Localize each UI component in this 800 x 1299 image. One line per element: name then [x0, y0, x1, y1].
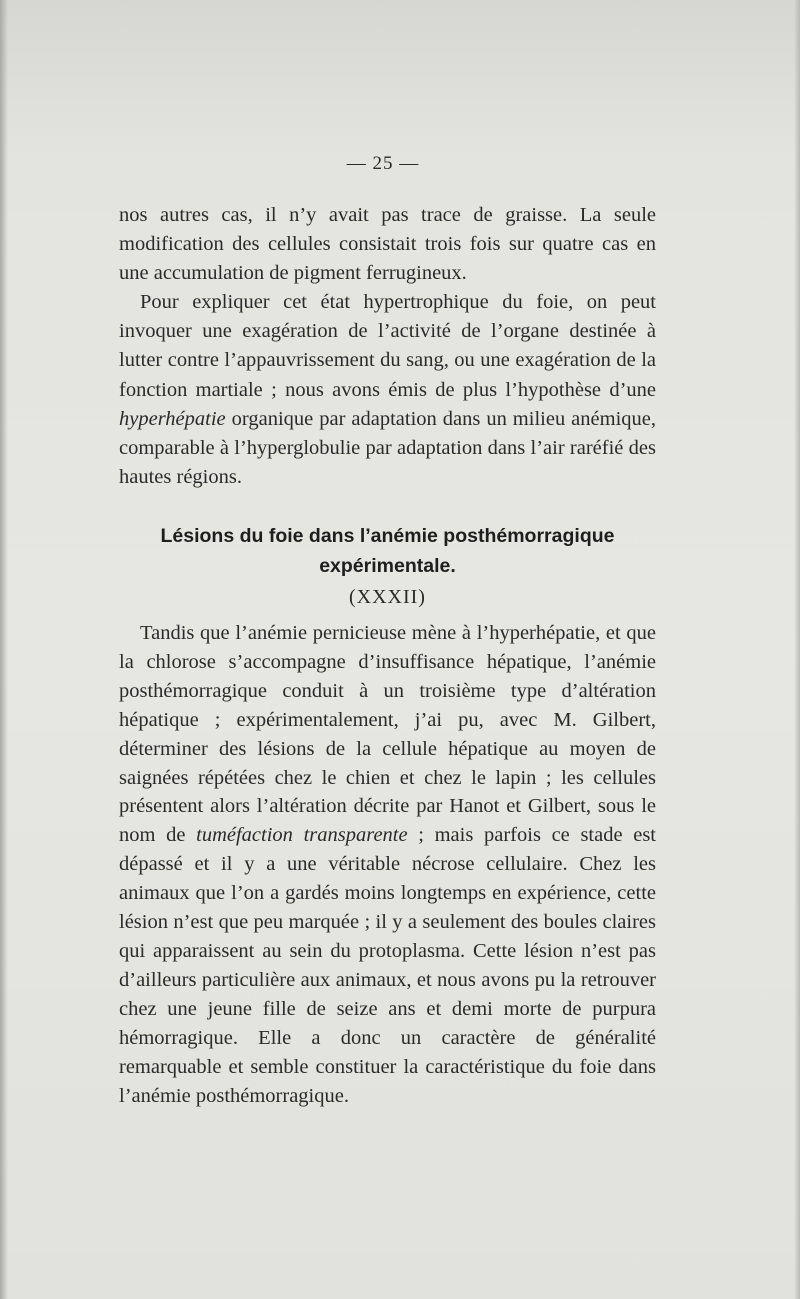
- paragraph-text: ; mais parfois ce stade est dépassé et il y a une véritable nécrose cellulaire. Chez les animaux que l’on a gardés moins longtemps en expérience, cette lésion n’est que peu marquée ; il y a seulement des boules claires qui apparaissent au sein du protoplasma. Cette lésion n’est pas d’ailleurs particulière aux animaux, et nous avons pu la retrouver chez une jeune fille de seize ans et demi morte de purpura hémorragique. Elle a donc un caractère de généralité remarquable et semble constituer la caractéristique du foie dans l’anémie posthémorragique.: [119, 824, 657, 1107]
- paragraph-text: organique par adaptation dans un milieu anémique, comparable à l’hyperglobulie par adaptation dans l’air raréfié des hautes régions.: [119, 407, 656, 488]
- section-heading: [119, 521, 656, 581]
- paragraph-text: Pour expliquer cet état hypertrophique du foie, on peut invoquer une exagération de l’activité de l’organe destinée à lutter contre l’appauvrissement du sang, ou une exagération de la fonction martiale ; nous avons émis de plus l’hypothèse d’une: [119, 291, 656, 401]
- paragraph-hyperhepatie: [119, 288, 656, 492]
- italic-term: tuméfaction transparente: [196, 824, 408, 847]
- section-heading-line: expérimentale.: [319, 555, 456, 577]
- page-right-edge-shadow: [794, 0, 800, 1299]
- italic-term: hyperhépatie: [119, 407, 226, 430]
- lower-text-block: [119, 619, 656, 1110]
- section-reference: (XXXII): [349, 586, 426, 608]
- section-heading-line: Lésions du foie dans l’anémie posthémorragique: [160, 525, 615, 547]
- paragraph-posthemorragique: [119, 619, 656, 1110]
- paragraph-continued: nos autres cas, il n’y avait pas trace de graisse. La seule modification des cellules consistait trois fois sur quatre cas en une accumulation de pigment ferrugineux.: [119, 204, 656, 285]
- page-number: — 25 —: [346, 153, 420, 174]
- paragraph-text: Tandis que l’anémie pernicieuse mène à l’hyperhépatie, et que la chlorose s’accompagne d’insuffisance hépatique, l’anémie posthémorragique conduit à un troisième type d’altération hépatique ; expérimentalement, j’ai pu, avec M. Gilbert, déterminer des lésions de la cellule hépatique au moyen de saignées répétées chez le chien et chez le lapin ; les cellules présentent alors l’altération décrite par Hanot et Gilbert, sous le nom de: [119, 622, 656, 847]
- upper-text-block: [119, 201, 656, 492]
- page-left-edge-shadow: [0, 0, 8, 1299]
